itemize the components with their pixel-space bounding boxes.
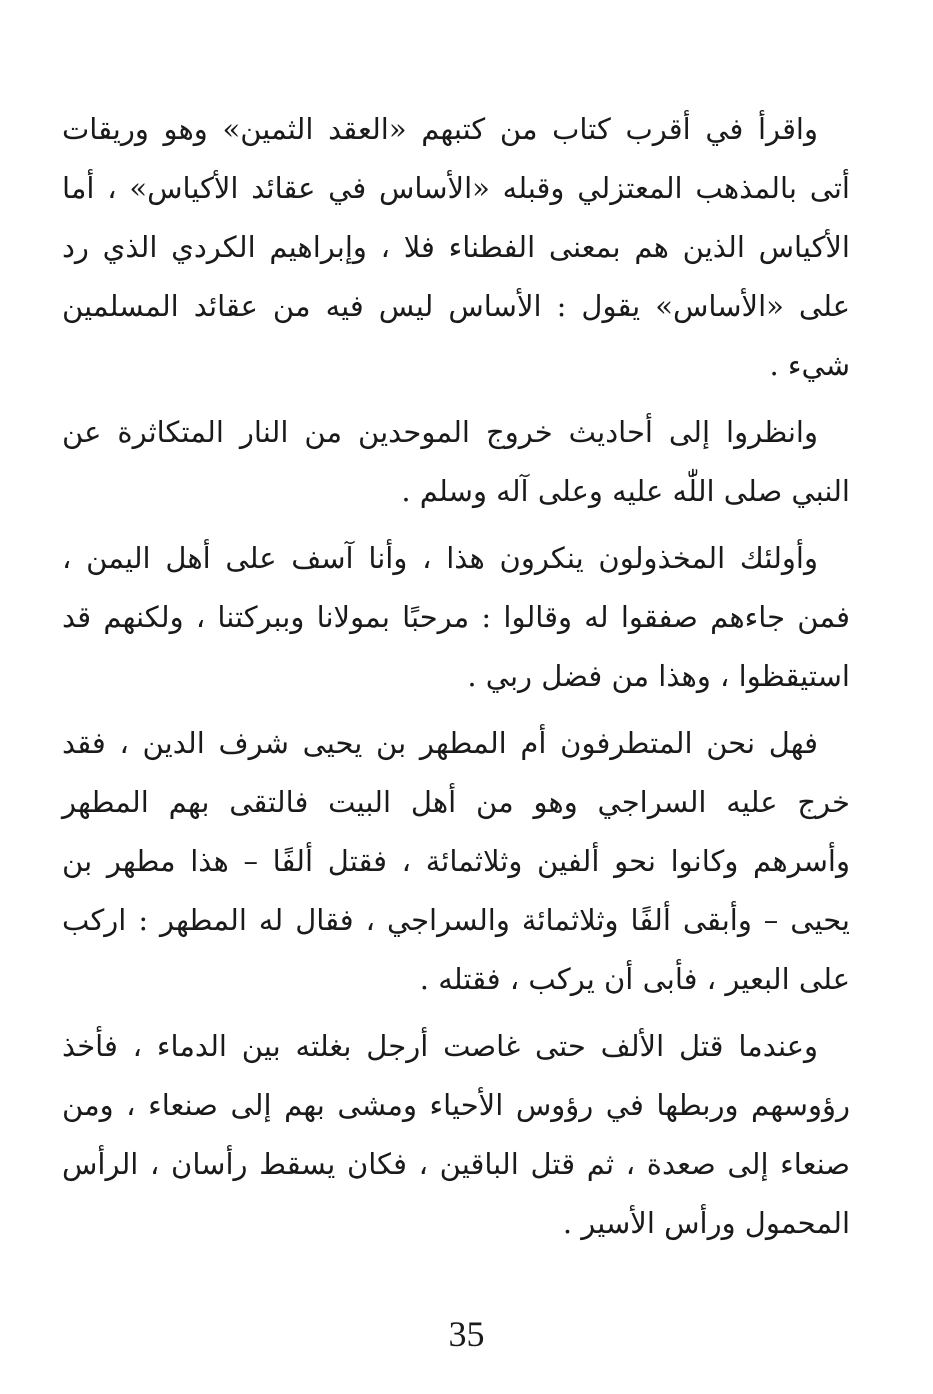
page-number: 35 (448, 1314, 485, 1354)
paragraph-5: وعندما قتل الألف حتى غاصت أرجل بغلته بين الدماء ، فأخذ رؤوسهم وربطها في رؤوس الأحياء ومشى بهم إلى صنعاء ، ومن صنعاء إلى صعدة ، ثم قتل الباقين ، فكان يسقط رأسان ، الرأس المحمول ورأس الأسير . (62, 1029, 850, 1240)
paragraph-4: فهل نحن المتطرفون أم المطهر بن يحيى شرف الدين ، فقد خرج عليه السراجي وهو من أهل البيت فالتقى بهم المطهر وأسرهم وكانوا نحو ألفين وثلاثمائة ، فقتل ألفًا – هذا مطهر بن يحيى – وأبقى ألفًا وثلاثمائة والسراجي ، فقال له المطهر : اركب على البعير ، فأبى أن يركب ، فقتله . (62, 726, 850, 996)
paragraph-1: واقرأ في أقرب كتاب من كتبهم «العقد الثمين» وهو وريقات أتى بالمذهب المعتزلي وقبله «الأساس في عقائد الأكياس» ، أما الأكياس الذين هم بمعنى الفطناء فلا ، وإبراهيم الكردي الذي رد على «الأساس» يقول : الأساس ليس فيه من عقائد المسلمين شيء . (62, 112, 850, 382)
paragraph-3: وأولئك المخذولون ينكرون هذا ، وأنا آسف على أهل اليمن ، فمن جاءهم صفقوا له وقالوا : مرحبًا بمولانا وببركتنا ، ولكنهم قد استيقظوا ، وهذا من فضل ربي . (62, 541, 850, 693)
body-text (62, 100, 850, 1261)
paragraph-2: وانظروا إلى أحاديث خروج الموحدين من النار المتكاثرة عن النبي صلى اللّٰه عليه وعلى آله وسلم . (62, 415, 850, 508)
